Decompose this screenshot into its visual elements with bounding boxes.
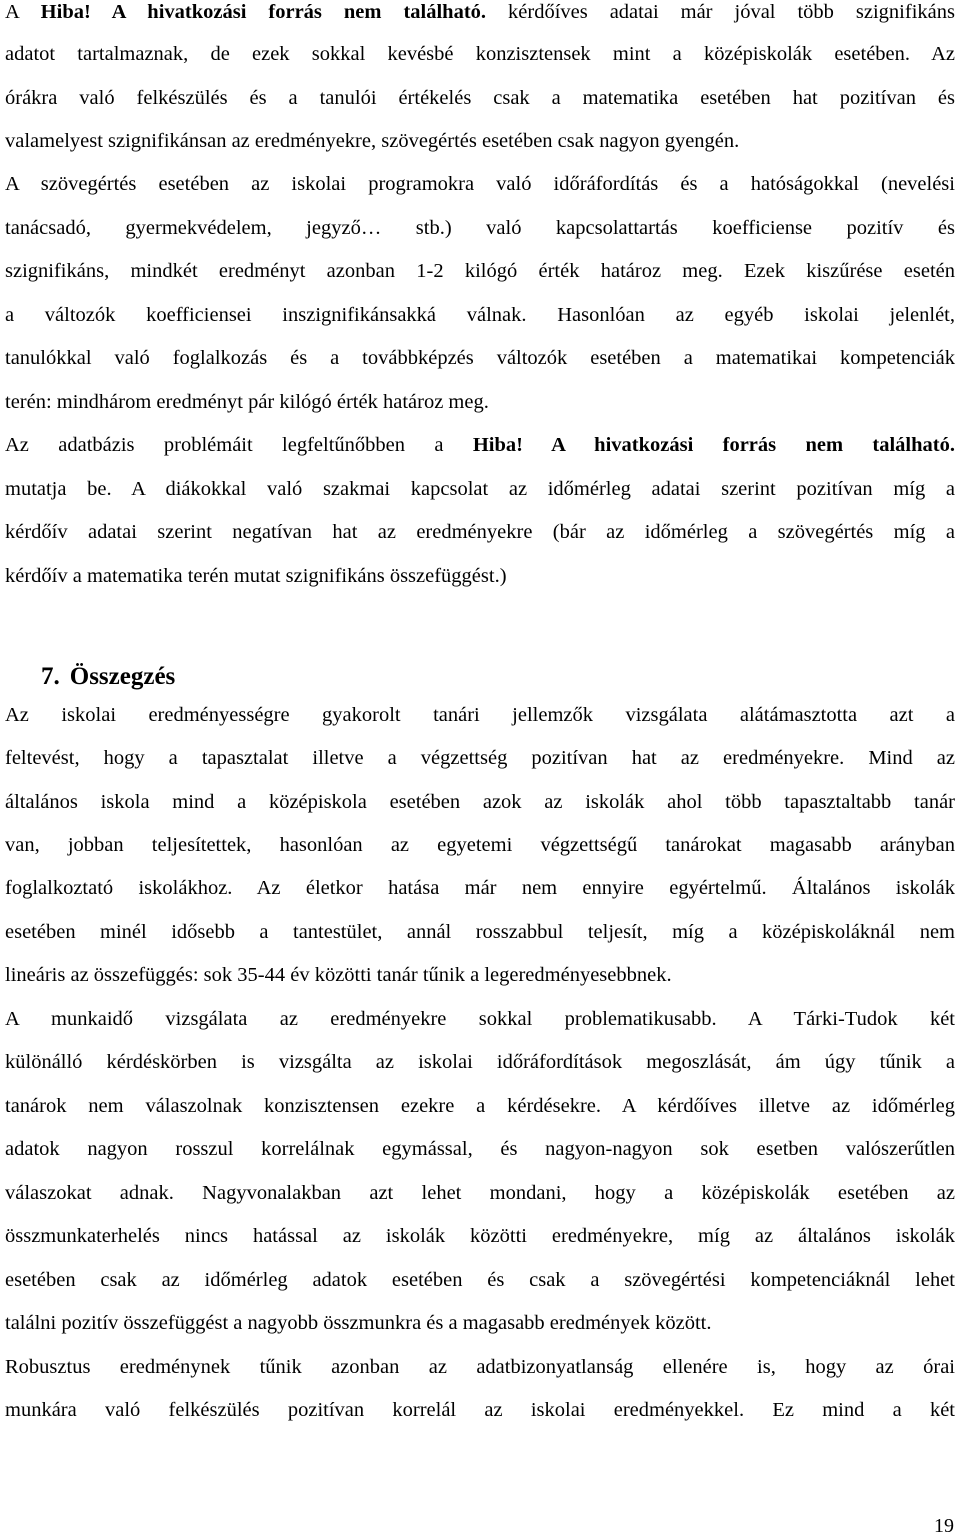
text-line: találni pozitív összefüggést a nagyobb összmunkra és a magasabb eredmények között.	[5, 1312, 712, 1334]
text-line: A Hiba! A hivatkozási forrás nem található. kérdőíves adatai már jóval több szignifikáns	[5, 1, 955, 23]
text-line: tanulókkal való foglalkozás és a továbbképzés változók esetében a matematikai kompetenciák	[5, 347, 955, 369]
text-line: esetében minél idősebb a tantestület, annál rosszabbul teljesít, míg a középiskoláknál nem	[5, 921, 955, 943]
text-line: válaszokat adnak. Nagyvonalakban azt lehet mondani, hogy a középiskolák esetében az	[5, 1182, 955, 1204]
text-line: A szövegértés esetében az iskolai programokra való időráfordítás és a hatóságokkal (nevelési	[5, 173, 955, 195]
text-line: Az adatbázis problémáit legfeltűnőbben a Hiba! A hivatkozási forrás nem található.	[5, 434, 955, 456]
text-line: órákra való felkészülés és a tanulói értékelés csak a matematika esetében hat pozitívan és	[5, 87, 955, 109]
text-line: Az iskolai eredményességre gyakorolt tanári jellemzők vizsgálata alátámasztotta azt a	[5, 704, 955, 726]
text-line: különálló kérdéskörben is vizsgálta az iskolai időráfordítások megoszlását, ám úgy tűnik a	[5, 1051, 955, 1073]
section-heading	[41, 662, 175, 692]
text-line: lineáris az összefüggés: sok 35-44 év közötti tanár tűnik a legeredményesebbnek.	[5, 964, 672, 986]
section-title: Összegzés	[69, 663, 176, 690]
text-line: terén: mindhárom eredményt pár kilógó érték határoz meg.	[5, 391, 489, 413]
text-line: tanárok nem válaszolnak konzisztensen ezekre a kérdésekre. A kérdőíves illetve az időmérleg	[5, 1095, 955, 1117]
text-line: feltevést, hogy a tapasztalat illetve a végzettség pozitívan hat az eredményekre. Mind az	[5, 747, 955, 769]
text-line: adatot tartalmaznak, de ezek sokkal kevésbé konzisztensek mint a középiskolák esetében. Az	[5, 43, 955, 65]
error-reference: Hiba! A hivatkozási forrás nem található.	[472, 434, 955, 456]
text-line: foglalkoztató iskolákhoz. Az életkor hatása már nem ennyire egyértelmű. Általános iskolák	[5, 877, 955, 899]
text-line: kérdőív adatai szerint negatívan hat az eredményekre (bár az időmérleg a szövegértés míg a	[5, 521, 955, 543]
text-line: kérdőív a matematika terén mutat szignifikáns összefüggést.)	[5, 565, 507, 587]
text-line: esetében csak az időmérleg adatok esetében és csak a szövegértési kompetenciáknál lehet	[5, 1269, 955, 1291]
text-line: adatok nagyon rosszul korrelálnak egymással, és nagyon-nagyon sok esetben valószerűtlen	[5, 1138, 955, 1160]
page-number: 19	[934, 1515, 954, 1537]
section-number: 7.	[41, 663, 60, 690]
text-line: szignifikáns, mindkét eredményt azonban 1-2 kilógó érték határoz meg. Ezek kiszűrése esetén	[5, 260, 955, 282]
text-line: van, jobban teljesítettek, hasonlóan az egyetemi végzettségű tanárokat magasabb arányban	[5, 834, 955, 856]
text-line: Robusztus eredménynek tűnik azonban az adatbizonyatlanság ellenére is, hogy az órai	[5, 1356, 955, 1378]
text-line: összmunkaterhelés nincs hatással az iskolák közötti eredményekre, míg az általános iskolák	[5, 1225, 955, 1247]
text-line: mutatja be. A diákokkal való szakmai kapcsolat az időmérleg adatai szerint pozitívan míg a	[5, 478, 955, 500]
text-line: a változók koefficiensei inszignifikánsakká válnak. Hasonlóan az egyéb iskolai jelenlét,	[5, 304, 955, 326]
text-line: munkára való felkészülés pozitívan korrelál az iskolai eredményekkel. Ez mind a két	[5, 1399, 955, 1421]
text-line: általános iskola mind a középiskola esetében azok az iskolák ahol több tapasztaltabb tanár	[5, 791, 955, 813]
text-line: A munkaidő vizsgálata az eredményekre sokkal problematikusabb. A Tárki-Tudok két	[5, 1008, 955, 1030]
text-line: valamelyest szignifikánsan az eredményekre, szövegértés esetében csak nagyon gyengén.	[5, 130, 740, 152]
error-reference: Hiba! A hivatkozási forrás nem található.	[40, 1, 487, 23]
text-line: tanácsadó, gyermekvédelem, jegyző… stb.) való kapcsolattartás koefficiense pozitív és	[5, 217, 955, 239]
